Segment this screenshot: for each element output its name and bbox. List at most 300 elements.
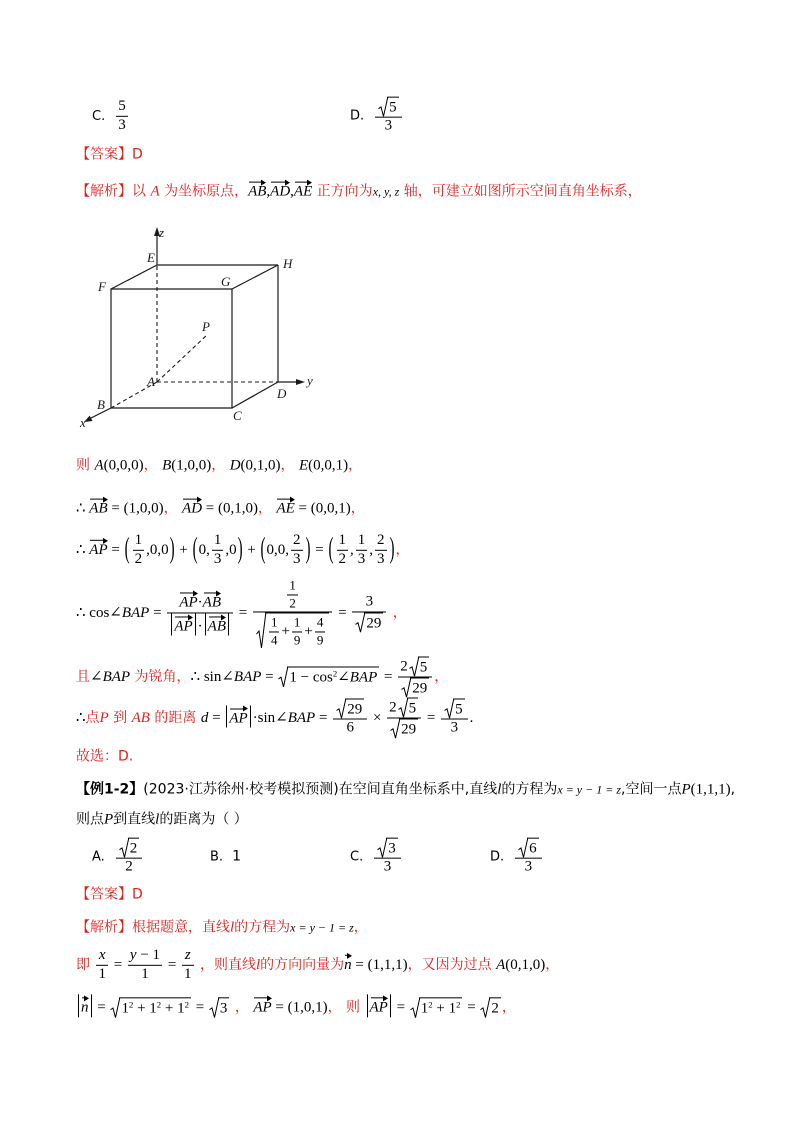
- fraction-denominator: [167, 614, 233, 637]
- axis-label-x: x: [80, 415, 86, 430]
- text-run: ，: [501, 999, 516, 1016]
- text-run: (0,1,0): [505, 957, 546, 973]
- text-run: 1: [184, 965, 192, 982]
- text-run: = (1,1,1): [351, 957, 408, 973]
- example-option-d: [490, 838, 544, 877]
- text-run: 1: [289, 577, 296, 593]
- text-run: ∴ cos∠: [76, 605, 122, 621]
- text-run: 1: [357, 531, 366, 548]
- text-run: ×: [369, 710, 386, 726]
- axis-label-z: z: [159, 225, 165, 240]
- text-run: z: [184, 946, 191, 963]
- text-run: P: [99, 710, 109, 726]
- text-run: (0,1,0): [240, 457, 281, 474]
- text-run: 1: [420, 1000, 429, 1017]
- square-root: [256, 613, 329, 649]
- square-root: [377, 838, 398, 858]
- text-run: 1: [141, 965, 149, 982]
- square-root: [518, 838, 539, 858]
- text-run: A: [150, 183, 160, 200]
- text-run: x = y − 1 = z: [290, 920, 354, 935]
- fraction-denominator: [333, 720, 367, 738]
- cube-front-face: [111, 289, 232, 408]
- text-run: 3: [213, 550, 222, 567]
- text-run: ，: [388, 605, 407, 621]
- text-run: =: [234, 605, 251, 621]
- square-root: [409, 657, 430, 677]
- text-run: (2023·江苏徐州·校考模拟预测)在空间直角坐标系中,直线: [143, 781, 498, 798]
- fraction: [253, 577, 332, 648]
- text-run: BAP: [349, 669, 378, 686]
- text-run: 【解析】根据题意，直线: [76, 919, 230, 936]
- prev-option-d: [350, 97, 404, 136]
- text-run: BAP: [121, 605, 150, 621]
- prev-option-c: [92, 98, 130, 134]
- text-run: =: [380, 669, 397, 685]
- fraction: [375, 532, 387, 568]
- text-run: ，: [545, 957, 560, 973]
- text-run: P: [104, 811, 114, 828]
- radicand: [387, 97, 399, 117]
- text-run: ,空间一点: [621, 781, 682, 798]
- text-run: 1: [134, 531, 143, 548]
- fraction-numerator: [387, 698, 421, 719]
- text-run: 4: [316, 614, 324, 630]
- fraction-numerator: [352, 594, 386, 613]
- radical-sign: [390, 719, 400, 739]
- text-run: +: [304, 623, 313, 640]
- magnitudes-line: [76, 994, 516, 1017]
- superscript: 2: [332, 668, 338, 679]
- vertex-label-D: D: [277, 386, 287, 401]
- option-letter: A.: [92, 850, 105, 865]
- text-run: .: [469, 710, 474, 726]
- fraction-numerator: [133, 532, 145, 551]
- tall-parenthesis: ): [389, 533, 395, 566]
- unit-vectors: [76, 496, 365, 519]
- fraction-denominator: [291, 551, 303, 569]
- option-letter: D.: [490, 850, 505, 865]
- segment-AP: [157, 334, 208, 382]
- fraction-denominator: [375, 551, 387, 569]
- answer-2: [76, 886, 143, 904]
- text-run: ，: [280, 457, 299, 474]
- text-run: AP: [89, 542, 108, 558]
- fraction: [182, 947, 194, 983]
- square-root: [410, 997, 463, 1018]
- tall-parenthesis: (: [124, 533, 130, 566]
- fraction-denominator: [116, 859, 143, 877]
- fraction: [292, 615, 303, 649]
- text-run: P: [681, 781, 691, 798]
- text-run: AP: [174, 618, 193, 635]
- fraction-denominator: [387, 719, 421, 739]
- text-run: 【答案】D: [76, 146, 143, 163]
- axis-label-y: y: [307, 373, 313, 388]
- radical-sign: [336, 699, 346, 719]
- fraction-numerator: [292, 615, 303, 633]
- text-run: + 1: [432, 1000, 457, 1017]
- vector: [89, 537, 107, 559]
- text-run: 5: [118, 97, 126, 114]
- vector: [89, 496, 107, 518]
- vector: [174, 614, 192, 636]
- text-run: ，: [348, 457, 363, 474]
- fraction: [315, 615, 326, 649]
- text-run: 的距离为（ ）: [159, 811, 248, 828]
- text-run: =: [311, 542, 328, 558]
- text-run: =: [423, 710, 440, 726]
- radical-sign: [401, 678, 411, 698]
- text-run: + 1: [133, 1000, 157, 1017]
- fraction-numerator: [441, 699, 468, 720]
- example-stem-line-1: [76, 781, 735, 800]
- text-run: 29: [401, 721, 417, 738]
- text-run: 则点: [76, 811, 104, 828]
- square-root: [209, 997, 230, 1018]
- option-letter: C.: [350, 850, 364, 865]
- fraction-numerator: [212, 532, 224, 551]
- text-run: ，: [395, 542, 410, 558]
- fraction: [441, 699, 468, 738]
- text-run: ,: [290, 183, 294, 200]
- option-letter: B.: [210, 849, 224, 865]
- text-run: ，: [143, 457, 163, 474]
- vertex-label-B: B: [97, 397, 105, 412]
- fraction: [356, 532, 368, 568]
- fraction: [212, 532, 224, 568]
- radical-sign: [480, 997, 490, 1018]
- vector: [208, 614, 226, 636]
- text-run: ·: [197, 618, 203, 635]
- text-run: l: [255, 957, 261, 973]
- superscript: 2: [156, 998, 162, 1009]
- text-run: B: [162, 457, 172, 474]
- absolute-value: [367, 994, 391, 1017]
- square-root: [444, 699, 465, 719]
- text-run: BAP: [233, 669, 262, 685]
- cube-coordinate-diagram: [60, 215, 340, 440]
- text-run: 3: [450, 719, 459, 736]
- vector: [229, 705, 247, 727]
- text-run: 4: [270, 632, 278, 648]
- fraction-denominator: [253, 613, 332, 649]
- text-run: ·sin∠: [252, 710, 288, 726]
- text-run: E: [299, 457, 309, 474]
- text-run: =: [191, 999, 208, 1016]
- text-run: ,: [730, 781, 736, 798]
- sin-angle-formula: [76, 657, 448, 698]
- text-run: 【答案】D: [76, 886, 143, 903]
- example-option-a: [92, 838, 144, 877]
- text-run: 为坐标原点，: [159, 183, 249, 200]
- fraction: [128, 947, 162, 983]
- fraction-numerator: [96, 947, 108, 966]
- text-run: ，: [434, 669, 449, 685]
- text-run: AP: [369, 999, 388, 1016]
- fraction: [269, 615, 280, 649]
- text-run: AE: [293, 183, 313, 200]
- radicand: [265, 613, 329, 649]
- fraction: [352, 594, 386, 633]
- text-run: 1: [338, 531, 346, 548]
- fraction-numerator: [253, 577, 332, 612]
- text-run: +: [243, 542, 260, 558]
- edge-GH: [232, 265, 278, 289]
- fraction-denominator: [128, 966, 162, 984]
- text-run: 故选：D.: [76, 748, 134, 765]
- radical-sign: [398, 698, 408, 718]
- vertex-label-F: F: [98, 279, 106, 294]
- vector: [253, 994, 271, 1016]
- text-run: 1: [293, 614, 301, 630]
- radical-sign: [518, 838, 528, 858]
- fraction-denominator: [116, 117, 128, 135]
- text-run: 2: [134, 550, 143, 567]
- fraction-denominator: [398, 678, 432, 698]
- text-run: 9: [316, 632, 324, 648]
- fraction-denominator: [133, 551, 145, 569]
- text-run: =: [109, 957, 126, 973]
- radicand: [419, 997, 463, 1017]
- text-run: (0,0,0): [103, 457, 144, 474]
- radical-sign: [256, 613, 266, 649]
- vector: [203, 590, 221, 612]
- fraction-numerator: [315, 615, 326, 633]
- text-run: AP: [179, 594, 198, 611]
- fraction-numerator: [291, 532, 303, 551]
- text-run: AB: [202, 594, 221, 611]
- fraction-numerator: [287, 577, 298, 595]
- text-run: 的方向向量为: [260, 957, 345, 973]
- fraction-denominator: [515, 859, 542, 877]
- square-root: [390, 719, 418, 739]
- radicand: [453, 699, 465, 719]
- text-run: l: [155, 811, 160, 828]
- text-run: ，: [230, 999, 254, 1016]
- square-root: [398, 698, 419, 718]
- text-run: ,: [369, 542, 373, 558]
- fraction: [374, 838, 401, 877]
- radicand: [128, 838, 140, 858]
- square-root: [336, 699, 364, 719]
- text-run: AP: [253, 999, 272, 1016]
- vector: [276, 496, 294, 518]
- text-run: y: [129, 946, 137, 963]
- text-run: A: [496, 957, 506, 973]
- example-option-b: [210, 848, 241, 866]
- text-run: 3: [377, 550, 385, 567]
- radical-sign: [209, 997, 219, 1018]
- text-run: 【例1-2】: [76, 781, 144, 798]
- text-run: D: [229, 457, 241, 474]
- text-run: =: [261, 669, 278, 685]
- text-run: ∠: [90, 669, 103, 685]
- radical-sign: [444, 699, 454, 719]
- fraction: [333, 699, 367, 738]
- fraction: [387, 698, 421, 739]
- fraction: [167, 590, 233, 636]
- text-run: 为锐角，: [130, 669, 191, 685]
- square-root: [355, 612, 383, 632]
- square-root: [110, 997, 190, 1018]
- vector: [294, 179, 312, 201]
- superscript: 2: [456, 998, 461, 1009]
- text-run: 1: [121, 1000, 129, 1017]
- radicand: [407, 698, 419, 718]
- tall-parenthesis: (: [260, 533, 266, 566]
- text-run: 即: [76, 957, 95, 973]
- fraction: [291, 532, 303, 568]
- square-root: [119, 838, 140, 858]
- fraction-denominator: [292, 632, 303, 649]
- text-run: 5: [455, 701, 463, 718]
- vertex-label-C: C: [233, 408, 242, 423]
- radical-sign: [377, 838, 387, 858]
- vector: [270, 179, 290, 201]
- text-run: AD: [182, 500, 203, 517]
- text-run: 3: [219, 1000, 228, 1017]
- text-run: 的方程为: [501, 781, 558, 798]
- text-run: =: [164, 957, 181, 973]
- text-run: = (1,0,1): [271, 999, 328, 1016]
- text-run: = (1,0,0): [107, 500, 164, 517]
- fraction-numerator: [182, 947, 194, 966]
- answer-1: [76, 146, 143, 164]
- absolute-value: [226, 705, 250, 728]
- radicand: [418, 657, 430, 677]
- tall-parenthesis: ): [169, 533, 175, 566]
- text-run: 2: [400, 658, 408, 675]
- text-run: 6: [529, 840, 537, 857]
- text-run: 6: [346, 719, 354, 736]
- direction-vector-line: [76, 947, 559, 983]
- text-run: =: [93, 999, 110, 1016]
- text-run: ，又因为过点: [407, 957, 497, 973]
- text-run: 29: [412, 680, 428, 697]
- text-run: 则: [76, 457, 95, 474]
- text-run: 2: [289, 594, 296, 610]
- text-run: 轴，可建立如图所示空间直角坐标系，: [399, 183, 642, 200]
- text-run: (1,1,1): [690, 781, 731, 798]
- text-run: 2: [389, 699, 397, 716]
- text-run: ，: [353, 919, 368, 936]
- text-run: =: [392, 999, 409, 1016]
- text-run: AB: [207, 618, 226, 635]
- text-run: ∴: [76, 542, 90, 558]
- superscript: 2: [428, 998, 433, 1009]
- fraction-numerator: [116, 838, 143, 859]
- text-run: 1: [213, 531, 222, 548]
- vertex-label-H: H: [283, 256, 293, 271]
- text-run: d: [200, 710, 209, 726]
- radicand: [527, 838, 539, 858]
- text-run: ,0,0: [146, 542, 169, 558]
- text-run: 3: [388, 840, 396, 857]
- point-coordinates: [76, 457, 362, 476]
- fraction-numerator: [515, 838, 542, 859]
- absolute-value: [171, 614, 195, 636]
- text-run: ∴: [76, 500, 90, 517]
- fraction: [398, 657, 432, 698]
- text-run: − 1: [136, 946, 161, 963]
- fraction-numerator: [269, 615, 280, 633]
- text-run: 0,: [198, 542, 210, 558]
- text-run: ，: [350, 500, 365, 517]
- fraction: [116, 838, 143, 877]
- text-run: ∴: [76, 710, 86, 726]
- text-run: ，则直线: [195, 957, 256, 973]
- option-letter: C.: [92, 109, 106, 124]
- text-run: AB: [248, 183, 267, 200]
- fraction-denominator: [269, 632, 280, 649]
- tall-parenthesis: (: [192, 533, 198, 566]
- text-run: 点: [85, 710, 100, 726]
- text-run: 2: [491, 1000, 499, 1017]
- vector: [248, 179, 266, 201]
- text-run: = (0,0,1): [294, 500, 351, 517]
- text-run: 2: [293, 531, 301, 548]
- vector: [370, 994, 388, 1016]
- text-run: =: [463, 999, 480, 1016]
- text-run: 1 − cos: [289, 669, 333, 686]
- text-run: =: [334, 605, 351, 621]
- text-run: + 1: [161, 1000, 185, 1017]
- text-run: 1: [232, 848, 241, 865]
- text-run: 2: [338, 550, 346, 567]
- fraction-denominator: [212, 551, 224, 569]
- example-stem-line-2: [76, 811, 248, 830]
- text-run: ∴ sin∠: [190, 669, 234, 685]
- text-run: 29: [366, 615, 382, 632]
- radicand: [218, 997, 230, 1017]
- text-run: +: [281, 623, 290, 640]
- radical-sign: [378, 97, 388, 117]
- square-root: [401, 678, 429, 698]
- text-run: BAP: [102, 669, 131, 685]
- text-run: n: [344, 957, 352, 973]
- absolute-value: [78, 994, 92, 1017]
- text-run: 5: [389, 99, 397, 116]
- text-run: 到: [108, 710, 132, 726]
- text-run: 1: [98, 965, 106, 982]
- option-letter: D.: [350, 109, 365, 124]
- text-run: 的距离: [149, 710, 201, 726]
- tall-parenthesis: ): [237, 533, 243, 566]
- text-run: 3: [357, 550, 366, 567]
- text-run: ,0: [225, 542, 237, 558]
- fraction-denominator: [287, 595, 298, 612]
- radical-sign: [409, 657, 419, 677]
- fraction: [116, 98, 128, 134]
- text-run: ，: [211, 457, 230, 474]
- text-run: 3: [383, 858, 392, 875]
- fraction-denominator: [182, 966, 194, 984]
- text-run: 正方向为: [312, 183, 373, 200]
- fraction: [375, 97, 402, 136]
- superscript: 2: [184, 998, 189, 1009]
- text-run: BAP: [287, 710, 316, 726]
- fraction: [337, 532, 349, 568]
- choose-answer-1: [76, 748, 133, 766]
- radical-sign: [355, 612, 365, 632]
- square-root: [278, 667, 379, 688]
- fraction-numerator: [337, 532, 349, 551]
- text-run: =: [149, 605, 166, 621]
- fraction-denominator: [96, 966, 108, 984]
- fraction-numerator: [398, 657, 432, 678]
- tall-parenthesis: ): [305, 533, 311, 566]
